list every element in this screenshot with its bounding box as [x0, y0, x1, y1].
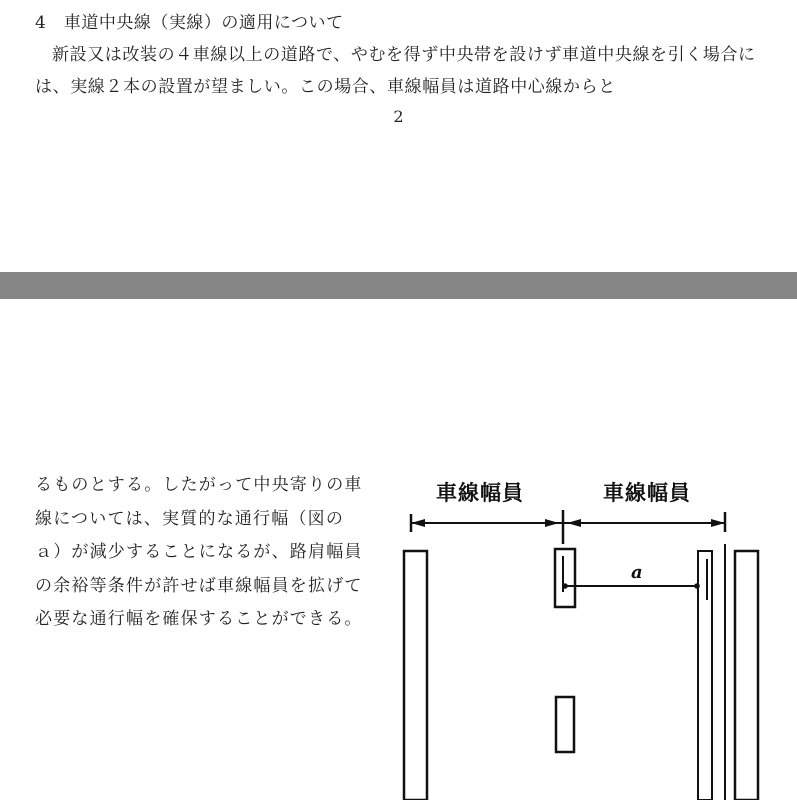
page-number: 2: [393, 107, 404, 126]
center-line-segment-lower: [556, 697, 574, 752]
body-paragraph-top-text: 新設又は改装の４車線以上の道路で、やむを得ず中央帯を設けず車道中央線を引く場合には、実線２本の設置が望ましい。この場合、車線幅員は道路中心線からと: [35, 45, 756, 97]
page-bottom: [0, 299, 797, 800]
left-edge-line: [404, 551, 427, 800]
lane-width-label-left: 車線幅員: [436, 481, 524, 505]
lane-width-figure: [395, 464, 797, 800]
dimension-a-label: a: [631, 562, 643, 583]
page-top: [0, 0, 797, 272]
page-separator: [0, 272, 797, 299]
center-line-segment-upper: [555, 549, 575, 607]
dimension-arrow-right: [711, 519, 725, 527]
right-edge-line-inner: [698, 551, 712, 800]
right-edge-line-outer: [735, 551, 758, 800]
lane-width-diagram: [395, 464, 797, 800]
body-paragraph-top: [35, 39, 765, 103]
dimension-arrow-mid-right: [567, 519, 581, 527]
dimension-arrow-left: [411, 519, 425, 527]
body-paragraph-bottom: るものとする。したがって中央寄りの車線については、実質的な通行幅（図の ａ）が減少することになるが、路肩幅員の余裕等条件が許せば車線幅員を拡げて必要な通行幅を確保することができる。: [35, 475, 363, 629]
dimension-arrow-mid-left: [545, 519, 559, 527]
lane-width-label-right: 車線幅員: [603, 481, 691, 505]
dimension-a-end-left: [562, 583, 568, 589]
section-heading: 4 車道中央線（実線）の適用について: [35, 13, 344, 33]
